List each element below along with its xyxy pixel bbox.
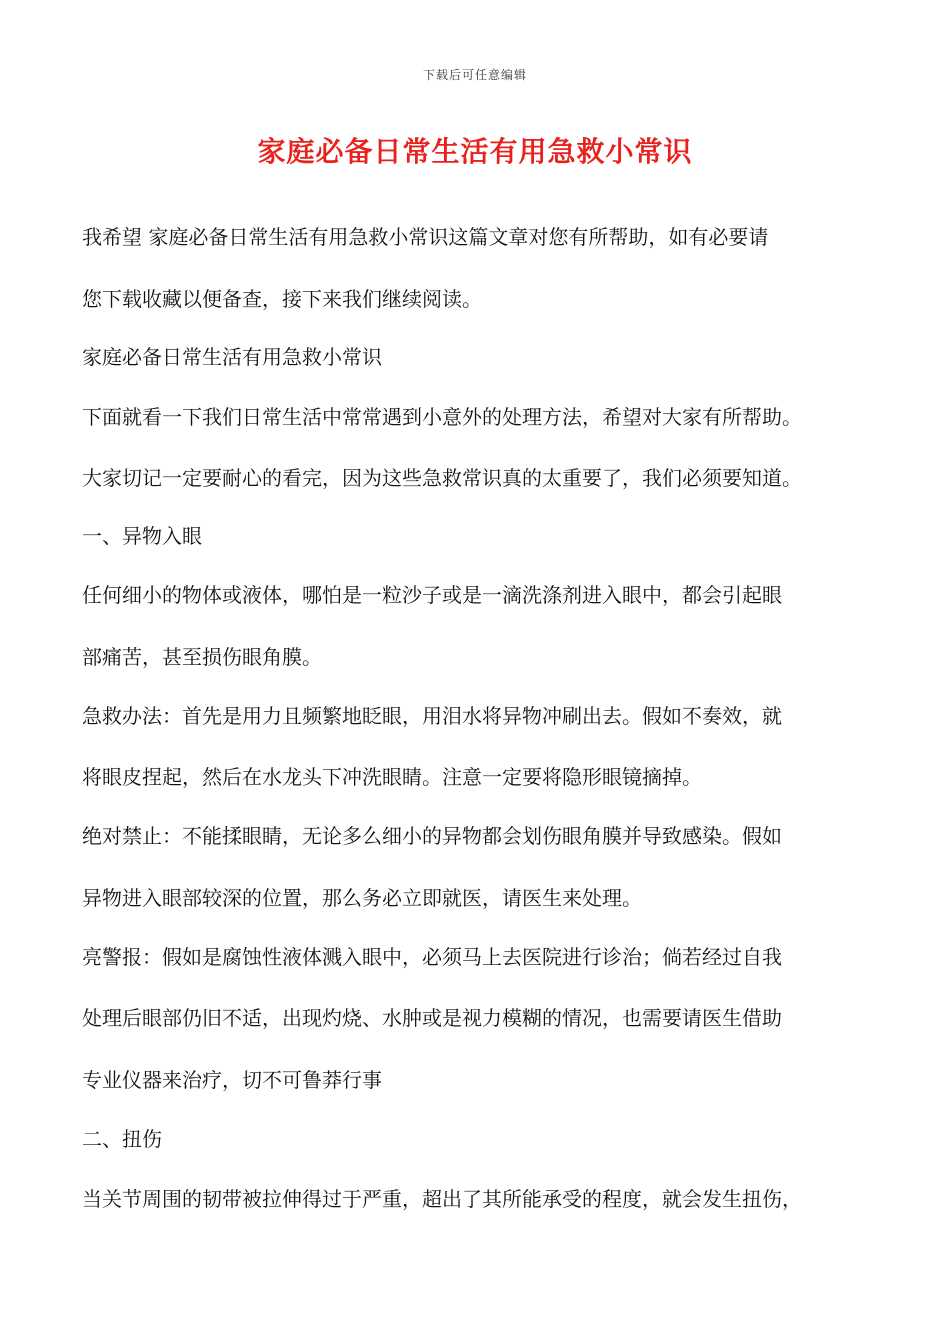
body-line: 我希望 家庭必备日常生活有用急救小常识这篇文章对您有所帮助，如有必要请: [82, 225, 769, 249]
header-note: 下载后可任意编辑: [422, 68, 527, 82]
body-line: 下面就看一下我们日常生活中常常遇到小意外的处理方法，希望对大家有所帮助。: [82, 405, 802, 429]
body-line: 将眼皮捏起，然后在水龙头下冲洗眼睛。注意一定要将隐形眼镜摘掉。: [82, 765, 702, 789]
body-line: 当关节周围的韧带被拉伸得过于严重，超出了其所能承受的程度，就会发生扭伤，: [82, 1187, 802, 1211]
body-line: 部痛苦，甚至损伤眼角膜。: [82, 645, 322, 669]
document-title: 家庭必备日常生活有用急救小常识: [257, 135, 693, 168]
body-line: 您下载收藏以便备查，接下来我们继续阅读。: [82, 287, 482, 311]
body-line: 绝对禁止：不能揉眼睛，无论多么细小的异物都会划伤眼角膜并导致感染。假如: [82, 824, 782, 848]
body-line: 大家切记一定要耐心的看完，因为这些急救常识真的太重要了，我们必须要知道。: [82, 466, 802, 490]
body-line: 任何细小的物体或液体，哪怕是一粒沙子或是一滴洗涤剂进入眼中，都会引起眼: [82, 583, 782, 607]
section-heading: 一、异物入眼: [82, 524, 202, 548]
body-line: 专业仪器来治疗，切不可鲁莽行事: [82, 1068, 382, 1092]
body-line: 处理后眼部仍旧不适，出现灼烧、水肿或是视力模糊的情况，也需要请医生借助: [82, 1006, 782, 1030]
body-line: 急救办法：首先是用力且频繁地眨眼，用泪水将异物冲刷出去。假如不奏效，就: [82, 704, 782, 728]
body-line: 亮警报：假如是腐蚀性液体溅入眼中，必须马上去医院进行诊治；倘若经过自我: [82, 945, 782, 969]
body-line: 家庭必备日常生活有用急救小常识: [82, 345, 382, 369]
body-line: 异物进入眼部较深的位置，那么务必立即就医，请医生来处理。: [82, 886, 642, 910]
section-heading: 二、扭伤: [82, 1127, 162, 1151]
